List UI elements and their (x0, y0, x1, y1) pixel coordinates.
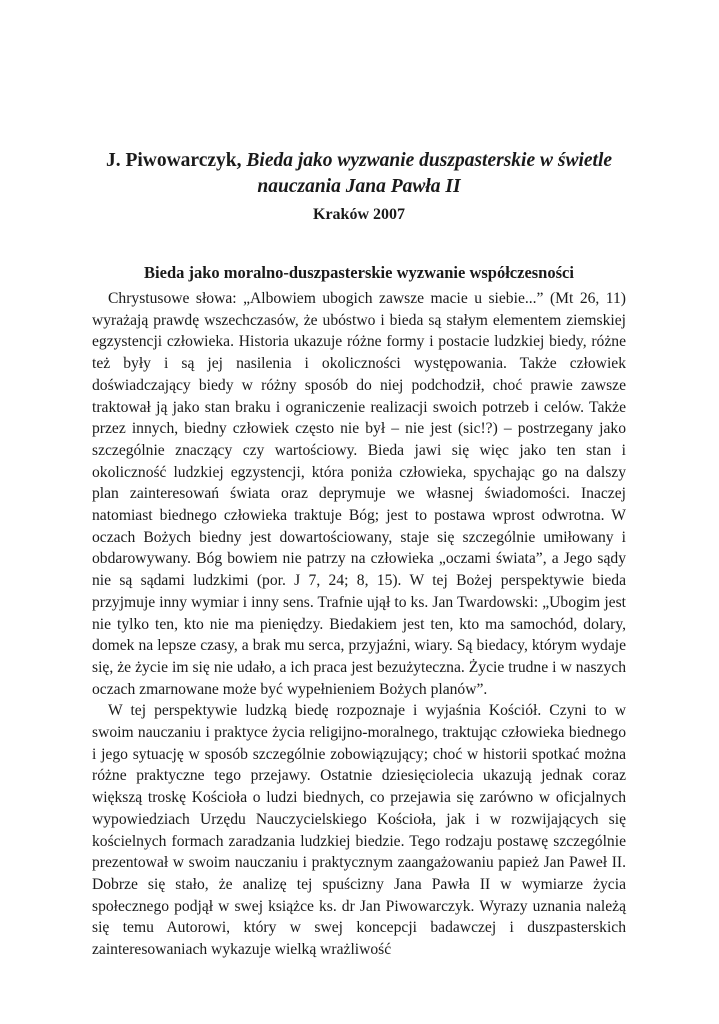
section-heading: Bieda jako moralno-duszpasterskie wyzwanie współczesności (144, 263, 574, 282)
document-page (92, 148, 626, 961)
review-header (92, 148, 626, 226)
book-author: J. Piwowarczyk, (105, 150, 242, 171)
book-title: Bieda jako wyzwanie duszpasterskie w świetle nauczania Jana Pawła II (246, 150, 613, 197)
body-text (92, 288, 626, 961)
paragraph: Chrystusowe słowa: „Albowiem ubogich zawsze macie u siebie...” (Mt 26, 11) wyrażają prawdę wszechczasów, że ubóstwo i bieda są stałym elementem ziemskiej egzystencji człowieka. Historia ukazuje różne formy i postacie ludzkiej biedy, różne też były i są jej nasilenia i okoliczności występowania. Także człowiek doświadczający biedy w różny sposób do niej podchodził, choć prawie zawsze traktował ją jako stan braku i ograniczenie realizacji swoich potrzeb i celów. Także przez innych, biedny człowiek często nie był – nie jest (sic!?) – postrzegany jako szczególnie znaczący czy wartościowy. Bieda jawi się więc jako ten stan i okoliczność ludzkiej egzystencji, która poniża człowieka, spychając go na dalszy plan zainteresowań świata oraz deprymuje we własnej świadomości. Inaczej natomiast biednego człowieka traktuje Bóg; jest to postawa wprost odwrotna. W oczach Bożych biedny jest dowartościowany, staje się szczególnie umiłowany i obdarowywany. Bóg bowiem nie patrzy na człowieka „oczami świata”, a Jego sądy nie są sądami ludzkimi (por. J 7, 24; 8, 15). W tej Bożej perspektywie bieda przyjmuje inny wymiar i inny sens. Trafnie ujął to ks. Jan Twardowski: „Ubogim jest nie tylko ten, kto nie ma pieniędzy. Biedakiem jest ten, kto ma samochód, dolary, domek na lepsze czasy, a brak mu serca, przyjaźni, wiary. Są biedacy, którym wydaje się, że życie im się nie udało, a ich praca jest bezużyteczna. Życie trudne i w naszych oczach zmarnowane może być wypełnieniem Bożych planów”. (92, 290, 626, 698)
publication-place-year: Kraków 2007 (313, 206, 405, 223)
paragraph: W tej perspektywie ludzką biedę rozpoznaje i wyjaśnia Kościół. Czyni to w swoim nauczaniu i praktyce życia religijno-moralnego, traktując człowieka biednego i jego sytuację w sposób szczególnie zobowiązujący; choć w historii spotkać można różne praktyczne tego przejawy. Ostatnie dziesięciolecia ukazują jednak coraz większą troskę Kościoła o ludzi biednych, co przejawia się zarówno w oficjalnych wypowiedziach Urzędu Nauczycielskiego Kościoła, jak i w rozwijających się kościelnych formach zaradzania ludzkiej biedzie. Tego rodzaju postawę szczególnie prezentował w swoim nauczaniu i praktycznym zaangażowaniu papież Jan Paweł II. Dobrze się stało, że analizę tej spuścizny Jana Pawła II w wymiarze życia społecznego podjął w swej książce ks. dr Jan Piwowarczyk. Wyrazy uznania należą się temu Autorowi, który w swej koncepcji badawczej i duszpasterskich zainteresowaniach wykazuje wielką wrażliwość (92, 702, 626, 959)
